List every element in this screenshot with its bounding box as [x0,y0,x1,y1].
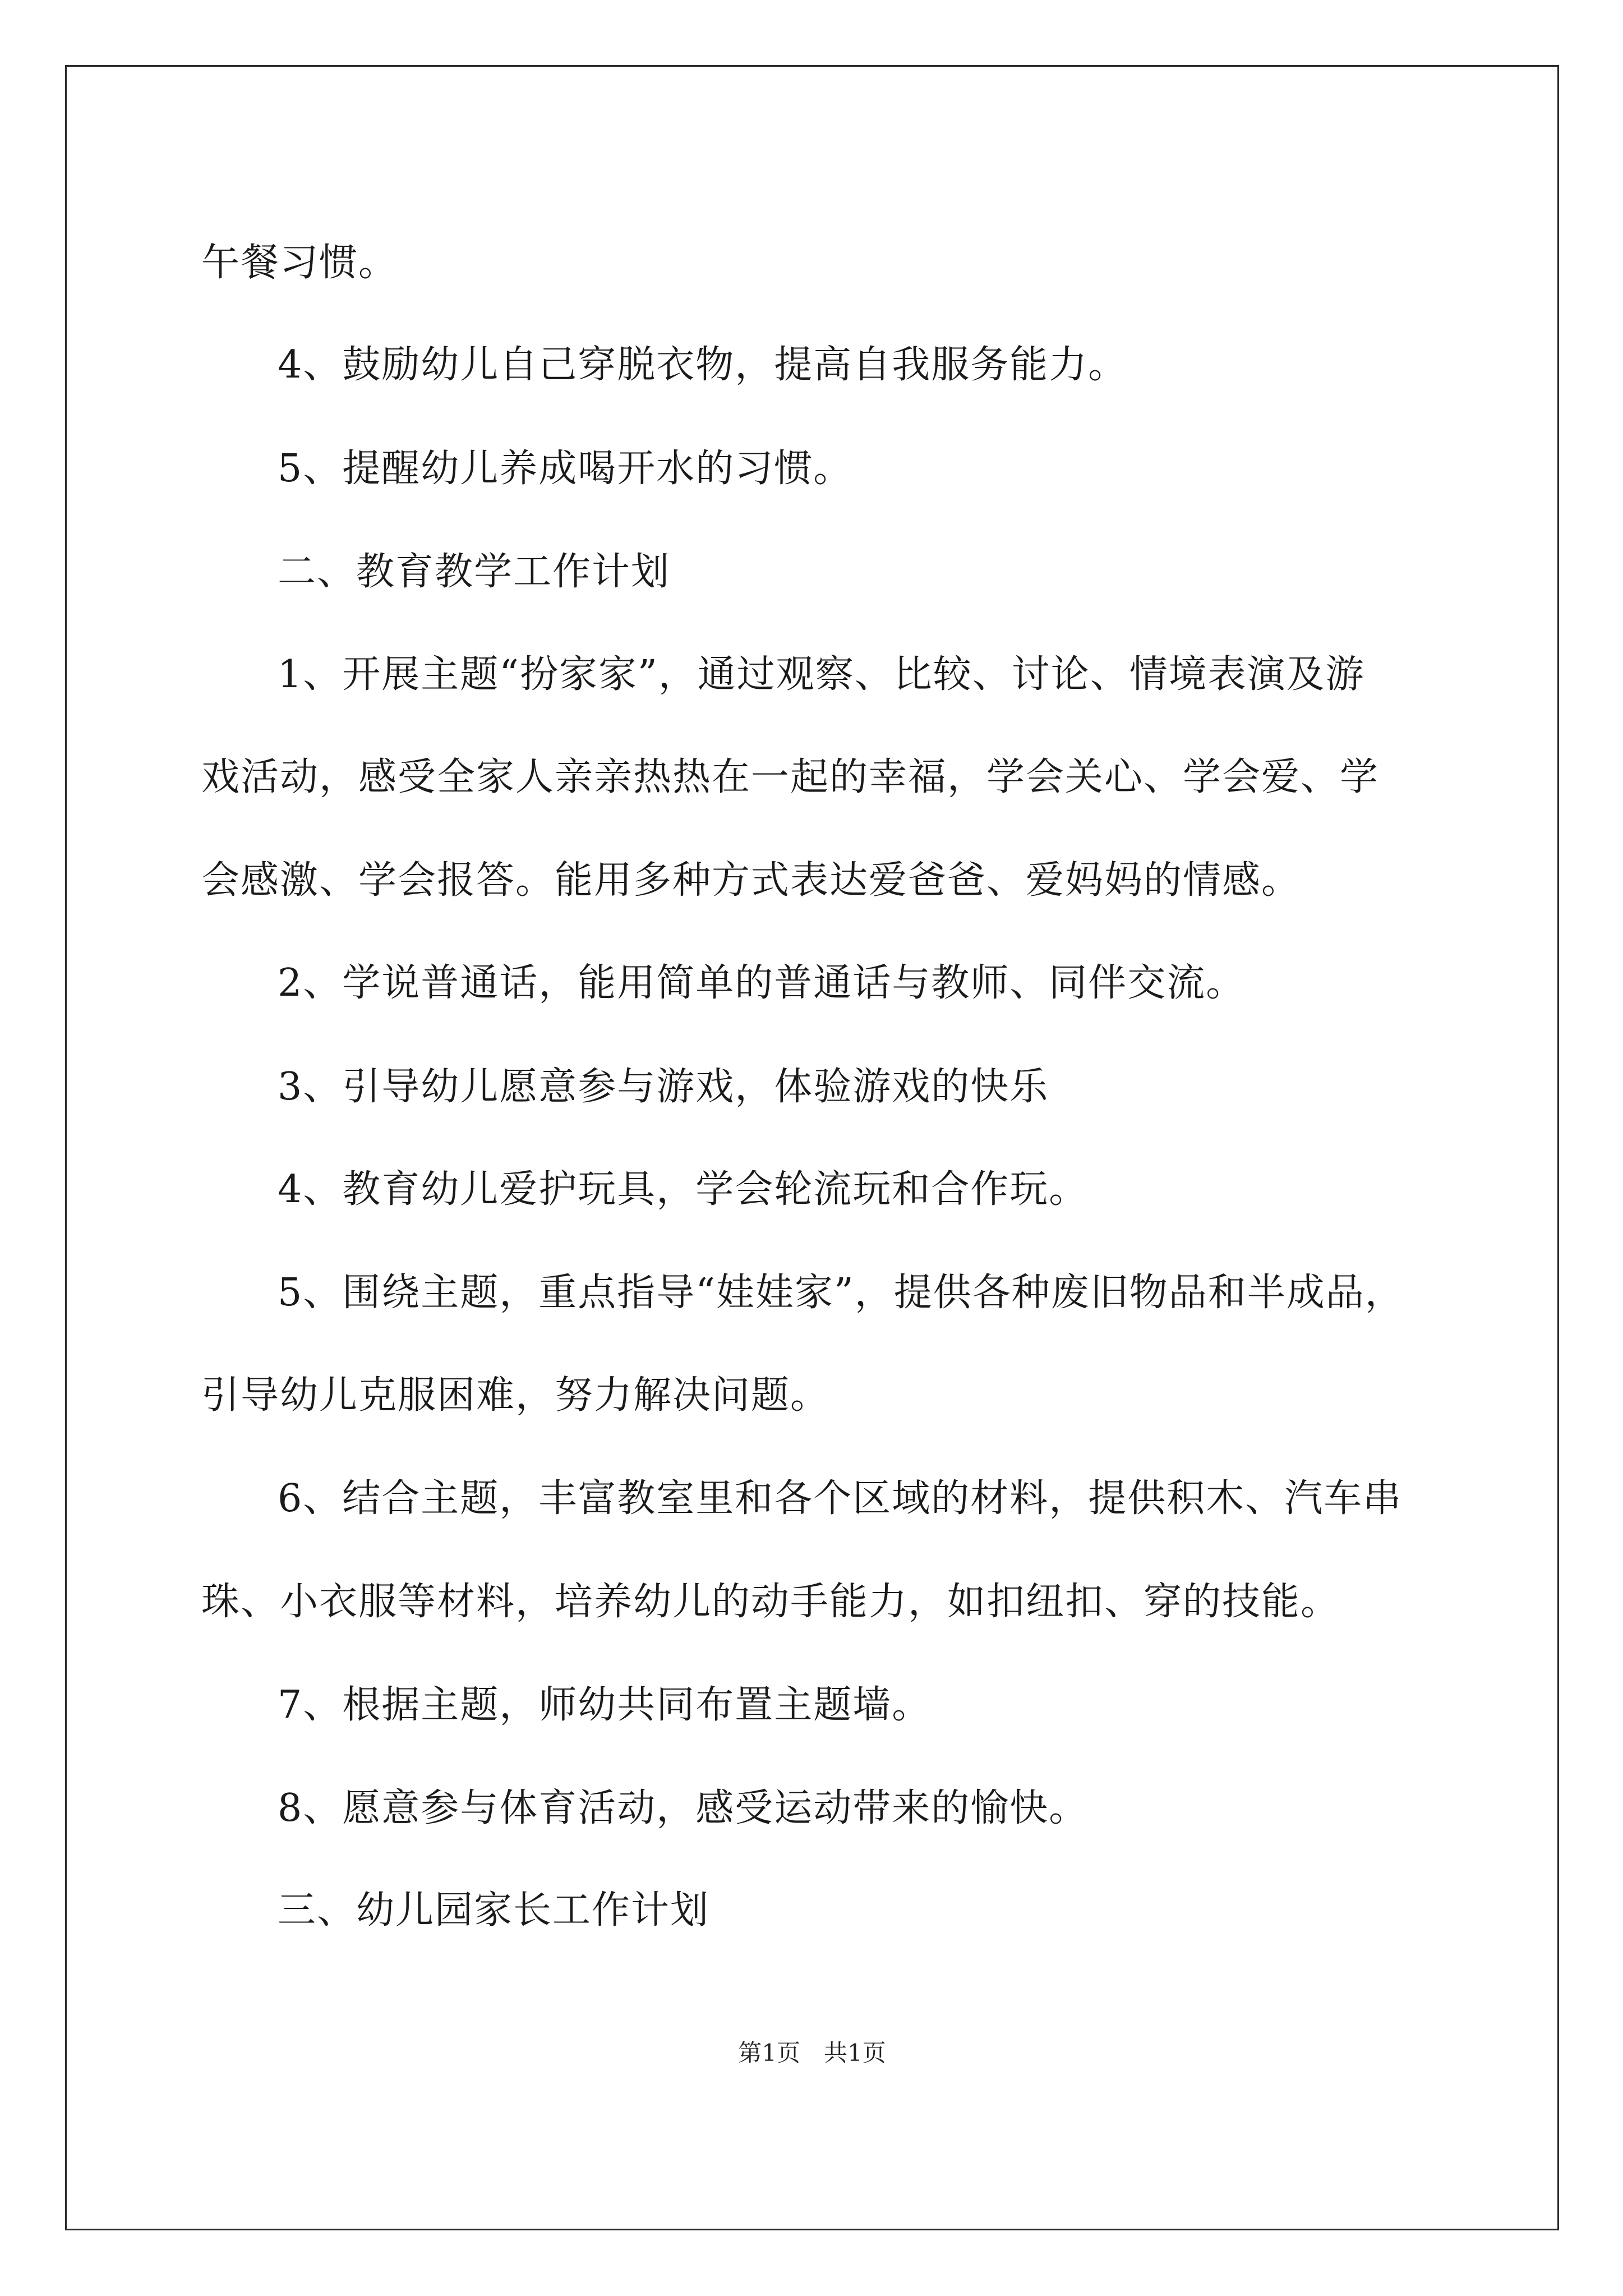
text-line: 8、愿意参与体育活动，感受运动带来的愉快。 [278,1786,1089,1830]
text-line: 珠、小衣服等材料，培养幼儿的动手能力，如扣纽扣、穿的技能。 [201,1580,1340,1624]
text-line: 5、提醒幼儿养成喝开水的习惯。 [278,447,853,491]
text-line: 6、结合主题，丰富教室里和各个区域的材料，提供积木、汽车串 [278,1476,1403,1521]
text-line: 午餐习惯。 [201,241,398,285]
page-footer: 第1页 共1页 [738,2039,886,2067]
text-line: 4、教育幼儿爱护玩具，学会轮流玩和合作玩。 [278,1167,1089,1212]
page-frame [65,65,1559,2230]
section-heading: 二、教育教学工作计划 [278,550,671,594]
document-body [67,67,1557,2229]
text-line: 4、鼓励幼儿自己穿脱衣物，提高自我服务能力。 [278,343,1128,387]
section-heading: 三、幼儿园家长工作计划 [278,1888,710,1932]
text-line: 3、引导幼儿愿意参与游戏，体验游戏的快乐 [278,1065,1049,1109]
text-line: 引导幼儿克服困难，努力解决问题。 [201,1373,830,1418]
text-line: 5、围绕主题，重点指导“娃娃家”，提供各种废旧物品和半成品， [278,1271,1404,1315]
text-line: 7、根据主题，师幼共同布置主题墙。 [278,1683,932,1727]
text-line: 戏活动，感受全家人亲亲热热在一起的幸福，学会关心、学会爱、学 [201,755,1380,799]
text-line: 会感激、学会报答。能用多种方式表达爱爸爸、爱妈妈的情感。 [201,858,1301,903]
text-line: 2、学说普通话，能用简单的普通话与教师、同伴交流。 [278,961,1246,1005]
text-line: 1、开展主题“扮家家”，通过观察、比较、讨论、情境表演及游 [278,652,1365,697]
